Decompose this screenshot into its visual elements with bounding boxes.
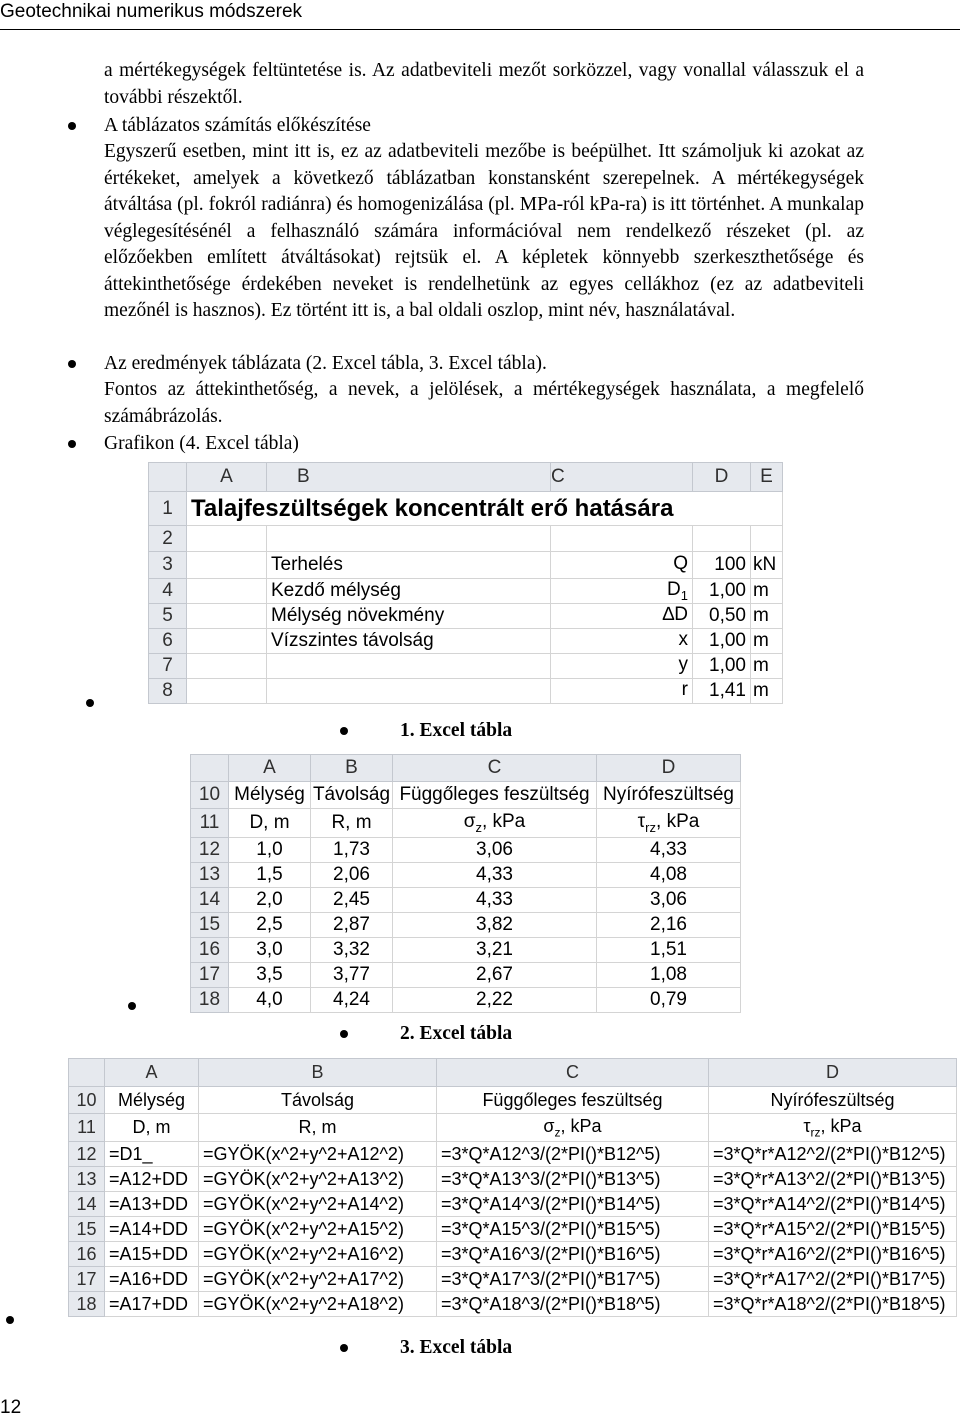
parameter-label — [267, 654, 551, 679]
excel-table-2 — [190, 754, 741, 1013]
symbol-text: D — [667, 579, 681, 601]
bullet-dot — [68, 122, 76, 130]
table-row — [191, 913, 741, 938]
column-header: D — [693, 463, 751, 492]
unit-distance: R, m — [199, 1114, 437, 1142]
column-header: B — [199, 1059, 437, 1087]
row-header: 5 — [149, 604, 187, 629]
excel-table-3 — [68, 1058, 957, 1317]
bullet-dot — [340, 1344, 348, 1352]
row-header: 13 — [69, 1167, 105, 1192]
table-row — [69, 1267, 957, 1292]
data-cell: =3*Q*r*A17^2/(2*PI()*B17^5) — [709, 1267, 957, 1292]
header-shear-stress: Nyírófeszültség — [597, 782, 741, 809]
data-cell: 2,45 — [311, 888, 393, 913]
corner-cell — [191, 755, 229, 782]
table-row — [191, 963, 741, 988]
data-cell: 1,51 — [597, 938, 741, 963]
tau-symbol: τ — [803, 1115, 811, 1136]
row-header: 1 — [149, 492, 187, 526]
cell — [187, 654, 267, 679]
paragraph-intro: a mértékegységek feltüntetése is. Az adatbeviteli mezőt sorközzel, vagy vonallal válasszuk el a további részektől. — [104, 60, 864, 108]
parameter-label — [267, 679, 551, 704]
cell — [187, 679, 267, 704]
unit-label: , kPa — [656, 811, 700, 833]
row-header: 11 — [191, 809, 229, 838]
bullet-results-table: Az eredmények táblázata (2. Excel tábla, 3. Excel tábla). — [104, 353, 547, 374]
row-header: 11 — [69, 1114, 105, 1142]
parameter-value: 0,50 — [693, 604, 751, 629]
data-cell: =3*Q*A13^3/(2*PI()*B13^5) — [437, 1167, 709, 1192]
unit-label: , kPa — [481, 811, 526, 833]
row-header: 12 — [191, 838, 229, 863]
column-header: E — [751, 463, 783, 492]
data-cell: 3,82 — [393, 913, 597, 938]
data-cell: 2,06 — [311, 863, 393, 888]
symbol-text: x — [678, 629, 688, 651]
subscript: z — [475, 819, 482, 835]
parameter-symbol — [551, 679, 693, 704]
symbol-text: Q — [673, 553, 688, 575]
column-header: A — [187, 463, 267, 492]
caption-table-2: 2. Excel tábla — [400, 1023, 513, 1044]
header-depth: Mélység — [105, 1087, 199, 1114]
bullet-dot — [340, 727, 348, 735]
table-row — [149, 579, 783, 604]
sigma-symbol: σ — [543, 1115, 555, 1136]
paragraph-preparation: Egyszerű esetben, mint itt is, ez az adatbeviteli mezőbe is beépülhet. Itt számoljuk ki azokat az értékeket, amelyek a következő táblázatban konstansként szerepelnek. A mértékegységek átváltása (pl. fokról radiánra) és homogenizálása (pl. MPa-ról kPa-ra) is itt történhet. A munkalap véglegesítésénél a felhasználó számára információval nem rendelkező részeket (pl. az előzőekben említett átváltásokat) rejtsük el. A képletek könnyebb szerkeszthetősége és áttekinthetősége érdekében neveket is rendelhetünk az egyes cellákhoz (ez az adatbeviteli mezőnél is hasznos). Ez történt itt is, a bal oldali oszlop, mint név, használatával. — [104, 141, 864, 321]
data-cell: =3*Q*r*A13^2/(2*PI()*B13^5) — [709, 1167, 957, 1192]
data-cell: 0,79 — [597, 988, 741, 1013]
paragraph-results: Fontos az áttekinthetőség, a nevek, a jelölések, a mértékegységek használata, a megfelelő számábrázolás. — [104, 379, 864, 427]
bullet-dot — [86, 699, 94, 707]
data-cell: 3,0 — [229, 938, 311, 963]
unit-shear-stress — [597, 809, 741, 838]
data-cell: 3,5 — [229, 963, 311, 988]
parameter-unit: m — [751, 654, 783, 679]
parameter-unit: m — [751, 679, 783, 704]
table-row — [149, 629, 783, 654]
bullet-dot — [68, 440, 76, 448]
symbol-text: ∆D — [662, 604, 688, 626]
header-depth: Mélység — [229, 782, 311, 809]
unit-label: , kPa — [560, 1115, 602, 1136]
data-cell: =A16+DD — [105, 1267, 199, 1292]
parameter-unit: m — [751, 604, 783, 629]
row-header: 3 — [149, 552, 187, 579]
subscript: z — [554, 1125, 561, 1140]
column-header: B — [311, 755, 393, 782]
data-cell: =3*Q*A15^3/(2*PI()*B15^5) — [437, 1217, 709, 1242]
row-header: 14 — [69, 1192, 105, 1217]
cell — [187, 629, 267, 654]
unit-shear-stress — [709, 1114, 957, 1142]
parameter-label: Terhelés — [267, 552, 551, 579]
parameter-label: Mélység növekmény — [267, 604, 551, 629]
data-cell: 4,08 — [597, 863, 741, 888]
data-cell: 3,77 — [311, 963, 393, 988]
unit-vertical-stress — [393, 809, 597, 838]
bullet-dot — [128, 1002, 136, 1010]
page-number: 12 — [0, 1397, 22, 1418]
bullet-dot — [340, 1030, 348, 1038]
table-row — [191, 838, 741, 863]
parameter-value: 1,00 — [693, 654, 751, 679]
parameter-unit: kN — [751, 552, 783, 579]
column-header: D — [597, 755, 741, 782]
caption-table-3: 3. Excel tábla — [400, 1337, 513, 1358]
table-row — [69, 1292, 957, 1317]
bullet-table-preparation: A táblázatos számítás előkészítése — [104, 115, 371, 136]
header-divider — [0, 29, 960, 30]
sigma-symbol: σ — [463, 811, 476, 833]
parameter-unit: m — [751, 629, 783, 654]
data-cell: =3*Q*A18^3/(2*PI()*B18^5) — [437, 1292, 709, 1317]
data-cell: 2,87 — [311, 913, 393, 938]
data-cell: 3,21 — [393, 938, 597, 963]
row-header: 6 — [149, 629, 187, 654]
data-cell: =3*Q*A17^3/(2*PI()*B17^5) — [437, 1267, 709, 1292]
cell — [187, 579, 267, 604]
table-row — [69, 1217, 957, 1242]
parameter-value: 1,00 — [693, 579, 751, 604]
table-row — [191, 888, 741, 913]
data-cell: =A14+DD — [105, 1217, 199, 1242]
data-cell: 1,5 — [229, 863, 311, 888]
data-cell: =GYÖK(x^2+y^2+A12^2) — [199, 1142, 437, 1167]
row-header: 14 — [191, 888, 229, 913]
symbol-text: r — [681, 679, 688, 701]
table-row — [149, 679, 783, 704]
corner-cell — [69, 1059, 105, 1087]
data-cell: =3*Q*A12^3/(2*PI()*B12^5) — [437, 1142, 709, 1167]
table-row — [191, 938, 741, 963]
table-row — [69, 1242, 957, 1267]
row-header: 18 — [69, 1292, 105, 1317]
data-cell: =A12+DD — [105, 1167, 199, 1192]
column-header: C — [437, 1059, 709, 1087]
unit-depth: D, m — [229, 809, 311, 838]
header-distance: Távolság — [199, 1087, 437, 1114]
table-row — [69, 1192, 957, 1217]
corner-cell — [149, 463, 187, 492]
data-cell: =3*Q*r*A18^2/(2*PI()*B18^5) — [709, 1292, 957, 1317]
row-header: 8 — [149, 679, 187, 704]
column-header: A — [105, 1059, 199, 1087]
parameter-label: Kezdő mélység — [267, 579, 551, 604]
row-header: 7 — [149, 654, 187, 679]
data-cell: =A13+DD — [105, 1192, 199, 1217]
subscript: rz — [645, 819, 657, 835]
data-cell: 2,16 — [597, 913, 741, 938]
data-cell: =GYÖK(x^2+y^2+A16^2) — [199, 1242, 437, 1267]
row-header: 13 — [191, 863, 229, 888]
column-header: D — [709, 1059, 957, 1087]
unit-distance: R, m — [311, 809, 393, 838]
parameter-value: 1,00 — [693, 629, 751, 654]
unit-vertical-stress — [437, 1114, 709, 1142]
column-header: A — [229, 755, 311, 782]
parameter-symbol — [551, 604, 693, 629]
cell — [551, 526, 693, 552]
data-cell: 4,33 — [597, 838, 741, 863]
data-cell: 2,0 — [229, 888, 311, 913]
row-header: 2 — [149, 526, 187, 552]
header-vertical-stress: Függőleges feszültség — [437, 1087, 709, 1114]
cell — [693, 526, 751, 552]
parameter-value: 1,41 — [693, 679, 751, 704]
excel-table-1 — [148, 462, 783, 704]
cell — [187, 526, 267, 552]
tau-symbol: τ — [637, 811, 646, 833]
data-cell: 2,67 — [393, 963, 597, 988]
parameter-label: Vízszintes távolság — [267, 629, 551, 654]
running-header: Geotechnikai numerikus módszerek — [0, 1, 303, 22]
data-cell: =A17+DD — [105, 1292, 199, 1317]
column-header: C — [393, 755, 597, 782]
cell — [187, 604, 267, 629]
table-row — [149, 654, 783, 679]
header-distance: Távolság — [311, 782, 393, 809]
row-header: 16 — [69, 1242, 105, 1267]
data-cell: =GYÖK(x^2+y^2+A15^2) — [199, 1217, 437, 1242]
data-cell: =3*Q*r*A16^2/(2*PI()*B16^5) — [709, 1242, 957, 1267]
data-cell: 1,0 — [229, 838, 311, 863]
data-cell: =GYÖK(x^2+y^2+A17^2) — [199, 1267, 437, 1292]
data-cell: 3,32 — [311, 938, 393, 963]
data-cell: =GYÖK(x^2+y^2+A18^2) — [199, 1292, 437, 1317]
data-cell: =3*Q*r*A15^2/(2*PI()*B15^5) — [709, 1217, 957, 1242]
data-cell: =3*Q*r*A12^2/(2*PI()*B12^5) — [709, 1142, 957, 1167]
data-cell: 1,08 — [597, 963, 741, 988]
row-header: 17 — [191, 963, 229, 988]
subscript: rz — [810, 1125, 821, 1140]
parameter-symbol — [551, 579, 693, 604]
data-cell: 2,22 — [393, 988, 597, 1013]
symbol-text: y — [678, 654, 688, 676]
data-cell: =3*Q*r*A14^2/(2*PI()*B14^5) — [709, 1192, 957, 1217]
row-header: 18 — [191, 988, 229, 1013]
row-header: 10 — [191, 782, 229, 809]
row-header: 15 — [191, 913, 229, 938]
data-cell: 4,33 — [393, 863, 597, 888]
data-cell: =GYÖK(x^2+y^2+A14^2) — [199, 1192, 437, 1217]
column-header: B — [267, 463, 551, 492]
row-header: 17 — [69, 1267, 105, 1292]
row-header: 16 — [191, 938, 229, 963]
data-cell: =GYÖK(x^2+y^2+A13^2) — [199, 1167, 437, 1192]
sheet-title: Talajfeszültségek koncentrált erő hatására — [187, 492, 783, 526]
data-cell: 4,0 — [229, 988, 311, 1013]
cell — [267, 526, 551, 552]
parameter-symbol — [551, 629, 693, 654]
symbol-subscript: 1 — [680, 587, 688, 603]
parameter-value: 100 — [693, 552, 751, 579]
data-cell: =A15+DD — [105, 1242, 199, 1267]
unit-label: , kPa — [820, 1115, 862, 1136]
table-row — [149, 604, 783, 629]
data-cell: 4,33 — [393, 888, 597, 913]
table-row — [191, 863, 741, 888]
table-row — [149, 552, 783, 579]
parameter-symbol — [551, 654, 693, 679]
row-header: 12 — [69, 1142, 105, 1167]
unit-depth: D, m — [105, 1114, 199, 1142]
data-cell: =3*Q*A14^3/(2*PI()*B14^5) — [437, 1192, 709, 1217]
table-row — [69, 1142, 957, 1167]
cell — [187, 552, 267, 579]
data-cell: 3,06 — [597, 888, 741, 913]
row-header: 15 — [69, 1217, 105, 1242]
header-shear-stress: Nyírófeszültség — [709, 1087, 957, 1114]
data-cell: =D1_ — [105, 1142, 199, 1167]
bullet-dot — [6, 1316, 14, 1324]
caption-table-1: 1. Excel tábla — [400, 720, 513, 741]
parameter-symbol — [551, 552, 693, 579]
row-header: 10 — [69, 1087, 105, 1114]
table-row — [69, 1167, 957, 1192]
data-cell: 2,5 — [229, 913, 311, 938]
row-header: 4 — [149, 579, 187, 604]
header-vertical-stress: Függőleges feszültség — [393, 782, 597, 809]
bullet-dot — [68, 360, 76, 368]
cell — [751, 526, 783, 552]
parameter-unit: m — [751, 579, 783, 604]
column-header: C — [551, 463, 693, 492]
data-cell: 3,06 — [393, 838, 597, 863]
bullet-chart: Grafikon (4. Excel tábla) — [104, 433, 299, 454]
data-cell: 1,73 — [311, 838, 393, 863]
table-row — [191, 988, 741, 1013]
data-cell: =3*Q*A16^3/(2*PI()*B16^5) — [437, 1242, 709, 1267]
data-cell: 4,24 — [311, 988, 393, 1013]
